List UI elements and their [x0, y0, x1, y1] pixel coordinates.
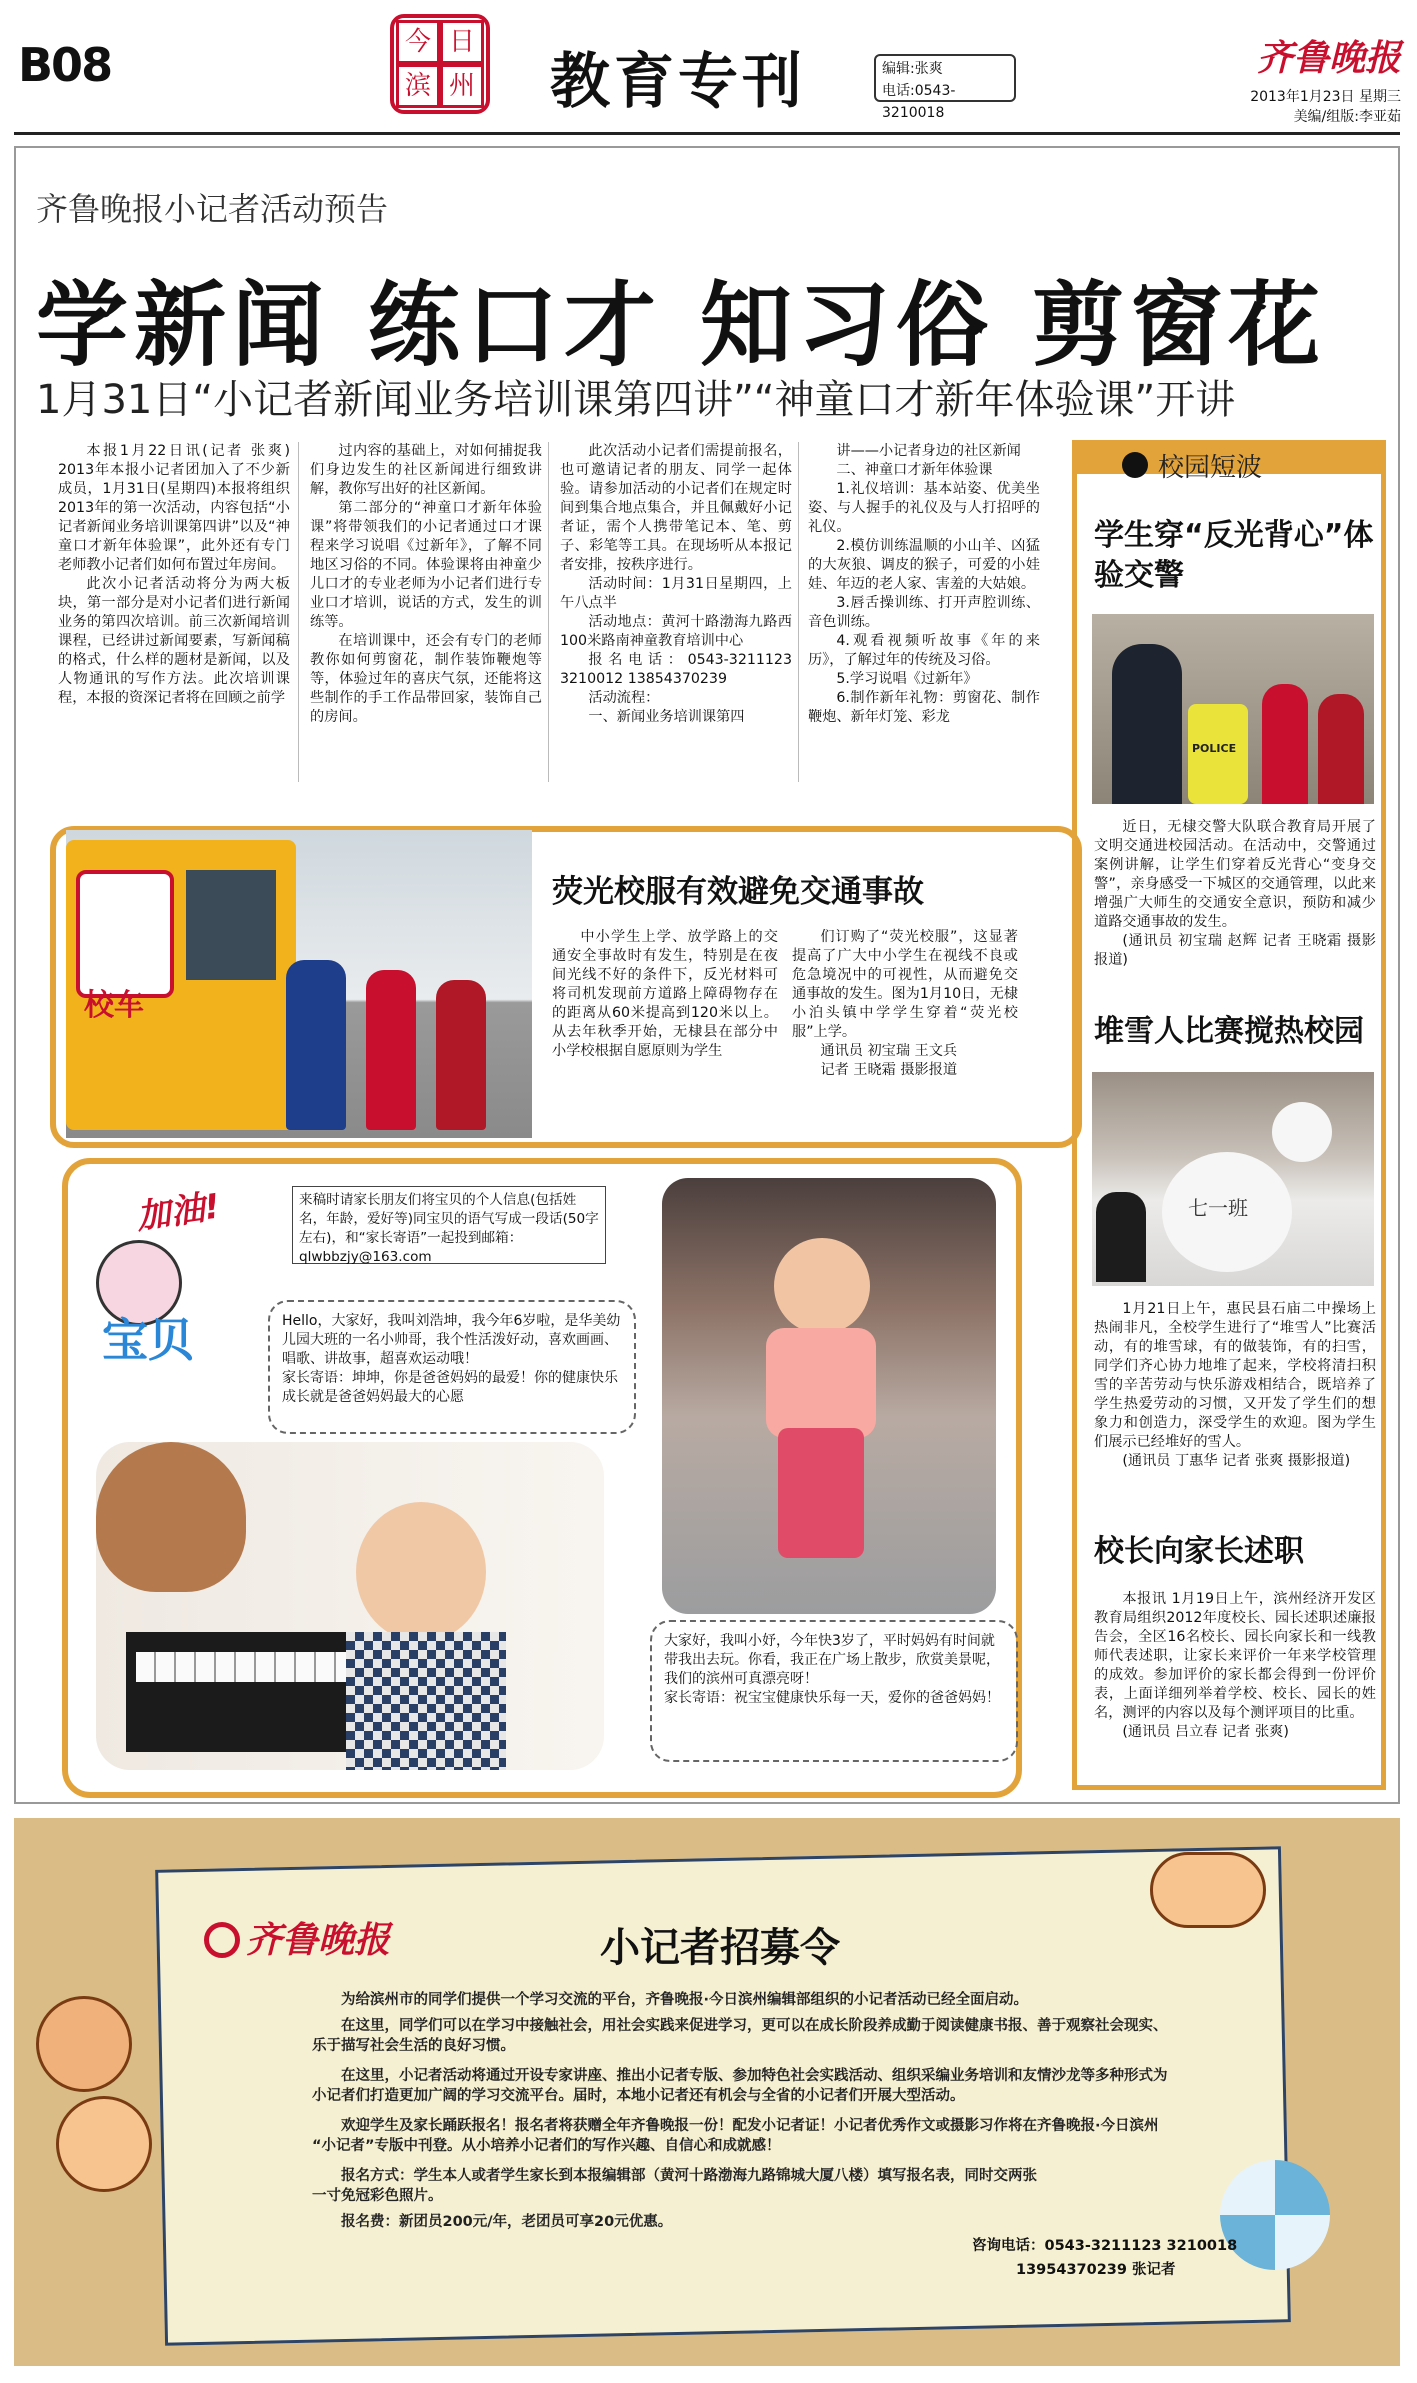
feature-column-1: 中小学生上学、放学路上的交通安全事故时有发生，特别是在夜间光线不好的条件下，反光材料可将司机发现前方道路上障碍物存在的距离从60米提高到120米以上。从去年秋季开始，无棣县在部分中小学校根据自愿原则为学生: [552, 929, 778, 1059]
recruit-line: 报名方式：学生本人或者学生家长到本报编辑部（黄河十路渤海九路锦城大厦八楼）填写报名表，同时交两张: [341, 2168, 1037, 2184]
girl-speech-bubble: 大家好，我叫小妤，今年快3岁了，平时妈妈有时间就带我出去玩。你看，我正在广场上散步，欣赏美景呢，我们的滨州可真漂亮呀！ 家长寄语：祝宝宝健康快乐每一天，爱你的爸爸妈妈！: [650, 1620, 1018, 1762]
feature-title: 荧光校服有效避免交通事故: [552, 874, 924, 910]
sidebar-story-title: 校长向家长述职: [1094, 1534, 1304, 1569]
column-rule: [798, 442, 799, 782]
vest-label: POLICE: [1192, 742, 1237, 755]
brand-logo: 齐鲁晚报: [1256, 37, 1401, 79]
editor-box: [874, 54, 1016, 121]
jinri-binzhou-logo: [390, 14, 490, 114]
logo-char: 日: [440, 20, 484, 64]
pet-logo-cheer: 加油!: [134, 1186, 223, 1238]
cartoon-face-icon: [56, 2096, 152, 2192]
girl-face: [774, 1238, 870, 1334]
column-rule: [548, 442, 549, 782]
sidebar-story-text: 本报讯 1月19日上午，滨州经济开发区教育局组织2012年度校长、园长述职述廉报告会，全区16名校长、园长向家长和一线教师代表述职，让家长来评价一年来学校管理的成效。参加评价的家长都会得到一份评价表，上面详细列举着学校、校长、园长的姓名，测评的内容以及每个测评项目的比重。 (通讯员 吕立春 记者 张爽): [1094, 1591, 1376, 1740]
editor-phone: 电话:0543-3210018: [882, 83, 956, 121]
student-figure: [436, 980, 486, 1130]
school-bus-photo: [66, 830, 532, 1138]
recruit-body: [312, 1990, 1212, 2270]
girl-vest: [766, 1328, 876, 1438]
teddy-bear: [96, 1442, 246, 1592]
police-officer: [1112, 644, 1182, 804]
girl-square-photo: [662, 1178, 996, 1614]
recruit-line: 欢迎学生及家长踊跃报名！报名者将获赠全年齐鲁晚报一份！配发小记者证！小记者优秀作文或摄影习作将在齐鲁晚报·今日滨州: [341, 2118, 1159, 2134]
recruit-line: 一寸免冠彩色照片。: [312, 2188, 443, 2204]
lead-column-3: 此次活动小记者们需提前报名，也可邀请记者的朋友、同学一起体验。请参加活动的小记者们在规定时间到集合地点集合，并且佩戴好小记者证，需个人携带笔记本、笔、剪子、彩笔等工具。在现场听从本报记者安排，按秩序进行。 活动时间：1月31日星期四，上午八点半 活动地点：黄河十路渤海九路西100米路南神童教育培训中心 报名电话：0543-3211123 3210012 13854370239 活动流程： 一、新闻业务培训课第四: [560, 443, 792, 725]
sidebar-story-title: 堆雪人比赛搅热校园: [1094, 1014, 1364, 1049]
recruit-contact-2: 13954370239 张记者: [1016, 2262, 1176, 2278]
snowman-photo: [1092, 1072, 1374, 1286]
logo-char: 滨: [396, 64, 440, 108]
brand-swirl-icon: [204, 1922, 240, 1958]
dateline: 2013年1月23日 星期三: [1250, 89, 1401, 105]
snowman-writing: 七一班: [1188, 1196, 1248, 1220]
snowman-head: [1272, 1102, 1332, 1162]
feature-column-2: 们订购了“荧光校服”，这显著提高了广大中小学生在视线不良或危急境况中的可视性，从而避免交通事故的发生。图为1月10日，无棣小泊头镇中学学生穿着“荧光校服”上学。 通讯员 初宝瑞 王文兵 记者 王晓霜 摄影报道: [792, 929, 1018, 1078]
lead-column-1: 本报1月22日讯(记者 张爽) 2013年本报小记者团加入了不少新成员，1月31日(星期四)本报将组织2013年的第一次活动，内容包括“小记者新闻业务培训课第四讲”以及“神童口才新年体验课”，此外还有专门老师教小记者们如何布置过年房间。 此次小记者活动将分为两大板块，第一部分是对小记者们进行新闻业务的第四次培训。前三次新闻培训课程，已经讲过新闻要素，写新闻稿的格式，什么样的题材是新闻，以及人物通讯的写作方法。此次培训课程，本报的资深记者将在回顾之前学: [58, 443, 290, 706]
submission-notice: 来稿时请家长朋友们将宝贝的个人信息(包括姓名，年龄，爱好等)同宝贝的语气写成一段话(50字左右)，和“家长寄语”一起投到邮箱：qlwbbzjy@163.com: [292, 1186, 606, 1264]
recruit-line: 报名费：新团员200元/年，老团员可享20元优惠。: [341, 2214, 673, 2230]
student-figure: [1096, 1192, 1146, 1282]
kicker: 齐鲁晚报小记者活动预告: [36, 190, 389, 228]
designer-credit: 美编/组版:李亚茹: [1293, 109, 1401, 125]
recruit-line: 乐于描写社会生活的良好习惯。: [312, 2038, 515, 2054]
school-bus-sign: [76, 870, 174, 998]
sidebar-story-text: 近日，无棣交警大队联合教育局开展了文明交通进校园活动。在活动中，交警通过案例讲解，让学生们穿着反光背心“变身交警”，亲身感受一下城区的交通管理，以此来增强广大师生的交通安全意识，预防和减少道路交通事故的发生。 (通讯员 初宝瑞 赵辉 记者 王晓霜 摄影报道): [1094, 819, 1376, 968]
recruit-line: 为给滨州市的同学们提供一个学习交流的平台，齐鲁晚报·今日滨州编辑部组织的小记者活动已经全面启动。: [341, 1992, 1029, 2008]
school-bus-label: 校车: [84, 988, 144, 1023]
student-figure: [286, 960, 346, 1130]
logo-char: 州: [440, 64, 484, 108]
cartoon-face-icon: [36, 1996, 132, 2092]
sidebar-dot-icon: [1122, 452, 1148, 478]
student-figure: [366, 970, 416, 1130]
editor-name: 编辑:张爽: [882, 61, 943, 77]
cartoon-kids-left: [36, 1996, 166, 2216]
recruit-line: 在这里，同学们可以在学习中接触社会，用社会实践来促进学习，更可以在成长阶段养成勤于阅读健康书报、善于观察社会现实、: [341, 2018, 1168, 2034]
pet-logo-baby: 宝贝: [102, 1313, 194, 1367]
recruit-line: 在这里，小记者活动将通过开设专家讲座、推出小记者专版、参加特色社会实践活动、组织采编业务培训和友情沙龙等多种形式为: [341, 2068, 1168, 2084]
sidebar-story-text: 1月21日上午，惠民县石庙二中操场上热闹非凡，全校学生进行了“堆雪人”比赛活动，有的堆雪球，有的做装饰，有的扫雪，同学们齐心协力地堆了起来，学校将清扫积雪的辛苦劳动与快乐游戏相结合，既培养了学生热爱劳动的习惯，又开发了学生们的想象力和创造力，深受学生的欢迎。图为学生们展示已经堆好的雪人。 (通讯员 丁惠华 记者 张爽 摄影报道): [1094, 1301, 1376, 1469]
traffic-police-photo: [1092, 614, 1374, 804]
boy-vest: [346, 1632, 506, 1770]
cartoon-kids-right: [1150, 1852, 1266, 1928]
lead-column-4: 讲——小记者身边的社区新闻 二、神童口才新年体验课 1.礼仪培训：基本站姿、优美坐姿、与人握手的礼仪及与人打招呼的礼仪。 2.模仿训练温顺的小山羊、凶猛的大灰狼、调皮的猴子，可爱的小娃娃、年迈的老人家、害羞的大姑娘。 3.唇舌操训练、打开声腔训练、音色训练。 4.观看视频听故事《年的来历》，了解过年的传统及习俗。 5.学习说唱《过新年》 6.制作新年礼物：剪窗花、制作鞭炮、新年灯笼、彩龙: [808, 443, 1040, 725]
recruit-title: 小记者招募令: [600, 1925, 840, 1971]
recruit-contact: 咨询电话：0543-3211123 3210018: [972, 2238, 1238, 2254]
boy-speech-bubble: Hello，大家好，我叫刘浩坤，我今年6岁啦，是华美幼儿园大班的一名小帅哥，我个性活泼好动，喜欢画画、唱歌、讲故事，超喜欢运动哦！ 家长寄语：坤坤，你是爸爸妈妈的最爱！你的健康快乐成长就是爸爸妈妈最大的心愿: [268, 1300, 636, 1434]
lead-column-2: 过内容的基础上，对如何捕捉我们身边发生的社区新闻进行细致讲解，教你写出好的社区新闻。 第二部分的“神童口才新年体验课”将带领我们的小记者通过口才课程来学习说唱《过新年》，了解不同地区习俗的不同。体验课将由神童少儿口才的专业老师为小记者们进行专业口才培训，说话的方式，发生的训练等。 在培训课中，还会有专门的老师教你如何剪窗花，制作装饰鞭炮等等，体验过年的喜庆气氛，还能将这些制作的手工作品带回家，装饰自己的房间。: [310, 443, 542, 725]
recruit-line: 小记者们打造更加广阔的学习交流平台。届时，本地小记者还有机会与全省的小记者们开展大型活动。: [312, 2088, 965, 2104]
headline: 学新闻 练口才 知习俗 剪窗花: [36, 272, 1327, 379]
logo-char: 今: [396, 20, 440, 64]
student-figure: [1318, 694, 1364, 804]
girl-pants: [778, 1428, 864, 1558]
sidebar-story-title: 学生穿“反光背心”体验交警: [1094, 518, 1374, 593]
sidebar-label: 校园短波: [1158, 453, 1263, 483]
boy-face: [356, 1502, 486, 1642]
section-title: 教育专刊: [550, 47, 806, 117]
pet-baby-logo: [96, 1180, 264, 1380]
masthead-rule: [14, 132, 1400, 135]
bus-window: [186, 870, 276, 980]
boy-piano-photo: [96, 1442, 604, 1770]
student-figure: [1262, 684, 1308, 804]
recruit-line: “小记者”专版中刊登。从小培养小记者们的写作兴趣、自信心和成就感！: [312, 2138, 781, 2154]
column-rule: [298, 442, 299, 782]
page-number: B08: [18, 38, 112, 92]
recruit-brand: 齐鲁晚报: [246, 1919, 391, 1961]
subhead: 1月31日“小记者新闻业务培训课第四讲”“神童口才新年体验课”开讲: [36, 377, 1236, 423]
